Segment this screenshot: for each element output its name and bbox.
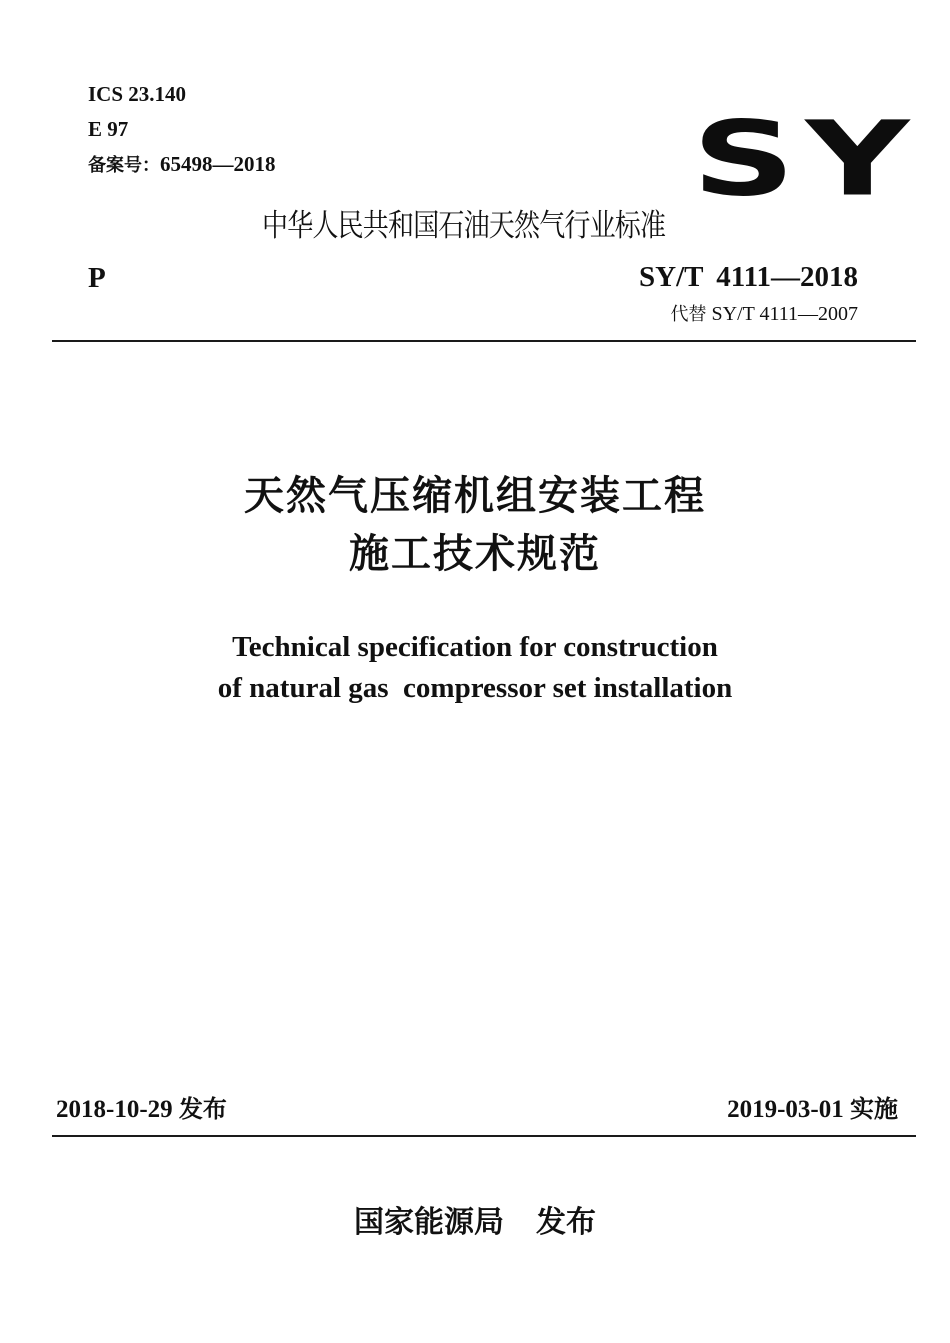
bottom-divider — [52, 1135, 916, 1137]
filing-number — [88, 152, 276, 178]
implementation-date-value: 2019-03-01 — [727, 1096, 844, 1123]
publisher-name: 国家能源局 — [354, 1205, 504, 1240]
issue-date — [56, 1094, 227, 1125]
replaces-number: SY/T 4111—2007 — [711, 303, 858, 325]
industry-standard-heading: 中华人民共和国石油天然气行业标准 — [262, 208, 666, 244]
sy-logo: SY — [692, 99, 920, 220]
implementation-date — [727, 1094, 898, 1125]
title-en-line-2: of natural gas compressor set installation — [217, 672, 733, 704]
ics-code: ICS 23.140 — [88, 82, 187, 106]
title-en-line-1: Technical specification for construction — [232, 631, 718, 663]
issue-label: 发布 — [178, 1095, 227, 1123]
filing-value: 65498—2018 — [160, 152, 276, 176]
issue-date-value: 2018-10-29 — [56, 1096, 173, 1123]
implementation-label: 实施 — [850, 1095, 898, 1123]
title-zh-line-1: 天然气压缩机组安装工程 — [244, 473, 706, 519]
replaces-label: 代替 — [670, 304, 707, 325]
title-zh-line-2: 施工技术规范 — [349, 531, 601, 577]
publish-label: 发布 — [536, 1205, 596, 1240]
filing-label: 备案号： — [88, 155, 160, 176]
publisher — [0, 1204, 950, 1242]
category-code: P — [88, 262, 106, 294]
replaces-standard — [671, 302, 859, 327]
top-divider — [52, 340, 916, 342]
ccs-code: E 97 — [88, 117, 129, 141]
standard-number: SY/T 4111—2018 — [639, 261, 858, 293]
